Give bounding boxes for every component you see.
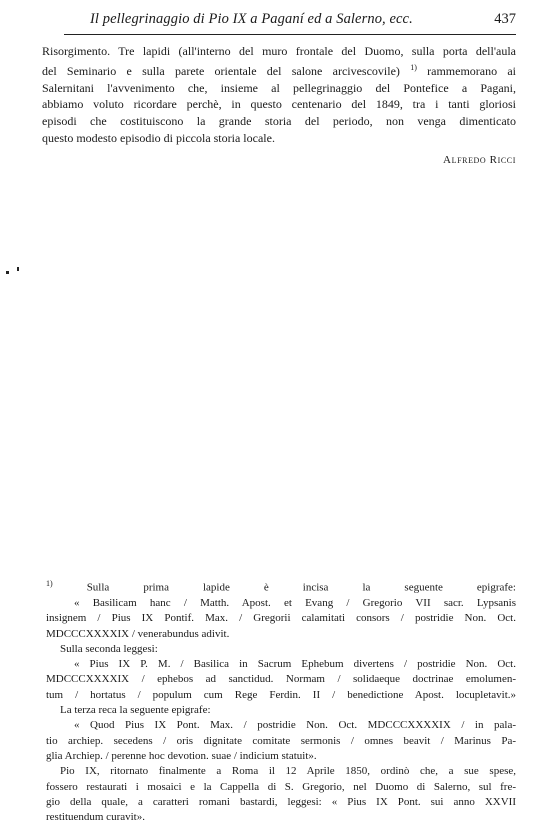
body-line: Risorgimento. Tre lapidi (all'interno del muro frontale del Duomo, sulla porta dell'aula xyxy=(42,44,516,58)
footnote-line: insignem / Pius IX Pontif. Max. / Gregorii calamitati consors / postridie Non. Oct. xyxy=(46,612,516,625)
body-line: episodi che costituiscono la grande storia del periodo, non venga dimenticato xyxy=(42,114,516,129)
footnote-marker: 1) xyxy=(46,579,53,588)
footnote-line: « Pius IX P. M. / Basilica in Sacrum Ephebum divertens / postridie Non. Oct. xyxy=(74,658,516,671)
footnotes xyxy=(46,576,516,825)
footnote-line: MDCCCXXXXIX / venerabundus adivit. xyxy=(46,627,230,640)
scan-specks xyxy=(6,267,22,277)
footnote-line: restituendum curavit». xyxy=(46,811,145,824)
scan-speck xyxy=(6,271,9,274)
body-line-text: rammemorano ai xyxy=(427,63,517,78)
footnote-line: tio archiep. secedens / oris dignitate comitate sermonis / omnes beavit / Marinus Pa- xyxy=(46,734,516,747)
footnote-line: fossero restaurati i mosaici e la Cappella di S. Gregorio, nel Duomo di Salerno, sul fre- xyxy=(46,780,516,793)
page-header xyxy=(64,8,516,35)
footnote-line: La terza reca la seguente epigrafe: xyxy=(60,704,211,717)
footnote-line: « Quod Pius IX Pont. Max. / postridie Non. Oct. MDCCCXXXXIX / in pala- xyxy=(74,719,516,732)
footnote-line: glia Archiep. / perenne hoc devotion. suae / indicium statuit». xyxy=(46,749,317,762)
body-line: abbiamo voluto ricordare perchè, in questo centenario del 1849, tra i tanti gloriosi xyxy=(42,97,516,112)
footnote-line: gio della quale, a caratteri romani bastardi, leggesi: « Pius IX Pont. sui anno XXVII xyxy=(46,795,516,808)
running-title: Il pellegrinaggio di Pio IX a Paganí ed a Salerno, ecc. xyxy=(90,11,413,27)
footnote-line: $^{1)}$ Sulla prima lapide è incisa la seguente epigrafe: xyxy=(46,579,516,594)
article-closing-paragraph xyxy=(42,43,516,147)
scan-speck xyxy=(17,267,19,271)
body-line xyxy=(42,60,516,80)
footnote-line: Sulla seconda leggesi: xyxy=(60,642,158,655)
page-number: 437 xyxy=(494,11,516,27)
body-line: questo modesto episodio di piccola storia locale. xyxy=(42,130,275,145)
body-line-text: del Seminario e sulla parete orientale del salone arcivescovile) xyxy=(42,63,400,78)
footnote-line: MDCCCXXXXIX / ephebos ad sanctidud. Normam / solidaeque doctrinae emolumen- xyxy=(46,673,516,686)
author-signature: Alfredo Ricci xyxy=(443,154,516,166)
footnote-line: Pio IX, ritornato finalmente a Roma il 12 Aprile 1850, ordinò che, a sue spese, xyxy=(60,765,516,778)
footnote-line: « Basilicam hanc / Matth. Apost. et Evang / Gregorio VII sacr. Lypsanis xyxy=(74,596,516,609)
body-line: Salernitani l'avvenimento che, insieme al pellegrinaggio del Pontefice a Pagani, xyxy=(42,80,516,95)
footnote-reference: 1) xyxy=(410,62,417,72)
footnote-line: tum / hortatus / populum cum Rege Ferdin. II / benedictione Apost. locupletavit.» xyxy=(46,688,516,701)
